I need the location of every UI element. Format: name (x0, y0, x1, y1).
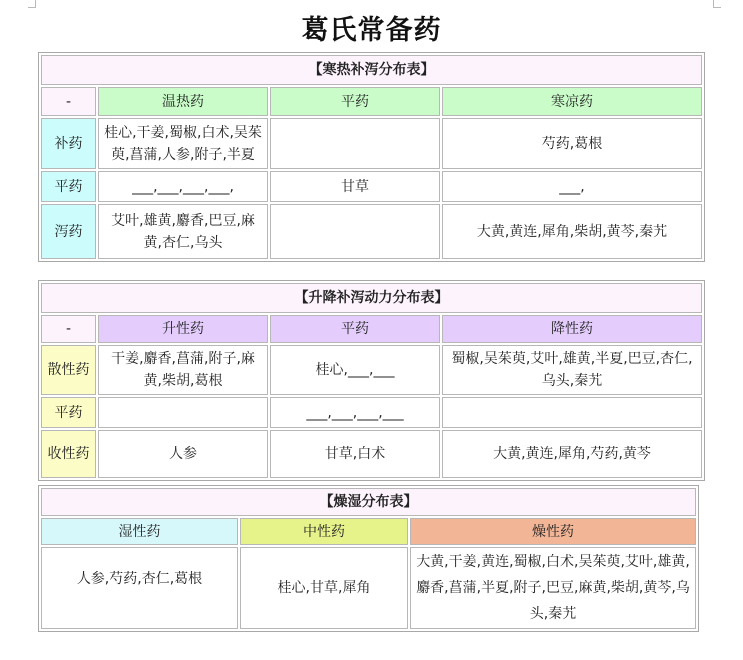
row-header: 平药 (41, 171, 96, 202)
page-title: 葛氏常备药 (301, 15, 442, 46)
table-caption: 【升降补泻动力分布表】 (41, 283, 702, 313)
table-cell: 大黄,黄连,犀角,柴胡,黄芩,秦艽 (442, 204, 702, 259)
table-cell (270, 118, 440, 169)
table-row (41, 171, 702, 202)
table-cell: ___, (442, 171, 702, 202)
column-header: 降性药 (442, 315, 702, 343)
table-cell: ___,___,___,___, (98, 171, 268, 202)
table-row (41, 204, 702, 259)
table-row (41, 345, 702, 395)
table-cell: 干姜,麝香,菖蒲,附子,麻黄,柴胡,葛根 (98, 345, 268, 395)
cold-heat-table (38, 52, 705, 262)
column-header: 温热药 (98, 87, 268, 116)
column-header: 燥性药 (410, 518, 696, 545)
table-cell: 大黄,干姜,黄连,蜀椒,白术,吴茱萸,艾叶,雄黄,麝香,菖蒲,半夏,附子,巴豆,麻黄,柴胡,黄芩,乌头,秦艽 (410, 547, 696, 629)
column-header: 寒凉药 (442, 87, 702, 116)
row-header: 收性药 (41, 430, 96, 478)
column-header: 中性药 (240, 518, 408, 545)
row-header: 散性药 (41, 345, 96, 395)
table-caption: 【寒热补泻分布表】 (41, 55, 702, 85)
crop-mark-right (713, 0, 721, 8)
table-cell: 大黄,黄连,犀角,芍药,黄芩 (442, 430, 702, 478)
crop-mark-left (28, 0, 36, 8)
table-cell (98, 397, 268, 428)
row-header: 泻药 (41, 204, 96, 259)
table-cell: 甘草,白术 (270, 430, 440, 478)
corner-cell: - (41, 315, 96, 343)
up-down-table (38, 280, 705, 481)
table-row (41, 547, 696, 629)
table-cell: 桂心,干姜,蜀椒,白术,吴茱萸,菖蒲,人参,附子,半夏 (98, 118, 268, 169)
table-cell (442, 397, 702, 428)
table-cell: 桂心,___,___ (270, 345, 440, 395)
corner-cell: - (41, 87, 96, 116)
table-row (41, 397, 702, 428)
column-header: 平药 (270, 315, 440, 343)
table-cell: 桂心,甘草,犀角 (240, 547, 408, 629)
table-cell: 蜀椒,吴茱萸,艾叶,雄黄,半夏,巴豆,杏仁,乌头,秦艽 (442, 345, 702, 395)
dry-wet-table (38, 485, 699, 632)
table-row (41, 430, 702, 478)
table-cell: 人参 (98, 430, 268, 478)
column-header: 升性药 (98, 315, 268, 343)
table-caption: 【燥湿分布表】 (41, 488, 696, 516)
table-cell: ___,___,___,___ (270, 397, 440, 428)
column-header: 湿性药 (41, 518, 238, 545)
column-header: 平药 (270, 87, 440, 116)
table-row (41, 118, 702, 169)
table-cell: 芍药,葛根 (442, 118, 702, 169)
table-cell (270, 204, 440, 259)
table-cell: 艾叶,雄黄,麝香,巴豆,麻黄,杏仁,乌头 (98, 204, 268, 259)
table-cell: 人参,芍药,杏仁,葛根 (41, 547, 238, 629)
row-header: 平药 (41, 397, 96, 428)
table-cell: 甘草 (270, 171, 440, 202)
row-header: 补药 (41, 118, 96, 169)
